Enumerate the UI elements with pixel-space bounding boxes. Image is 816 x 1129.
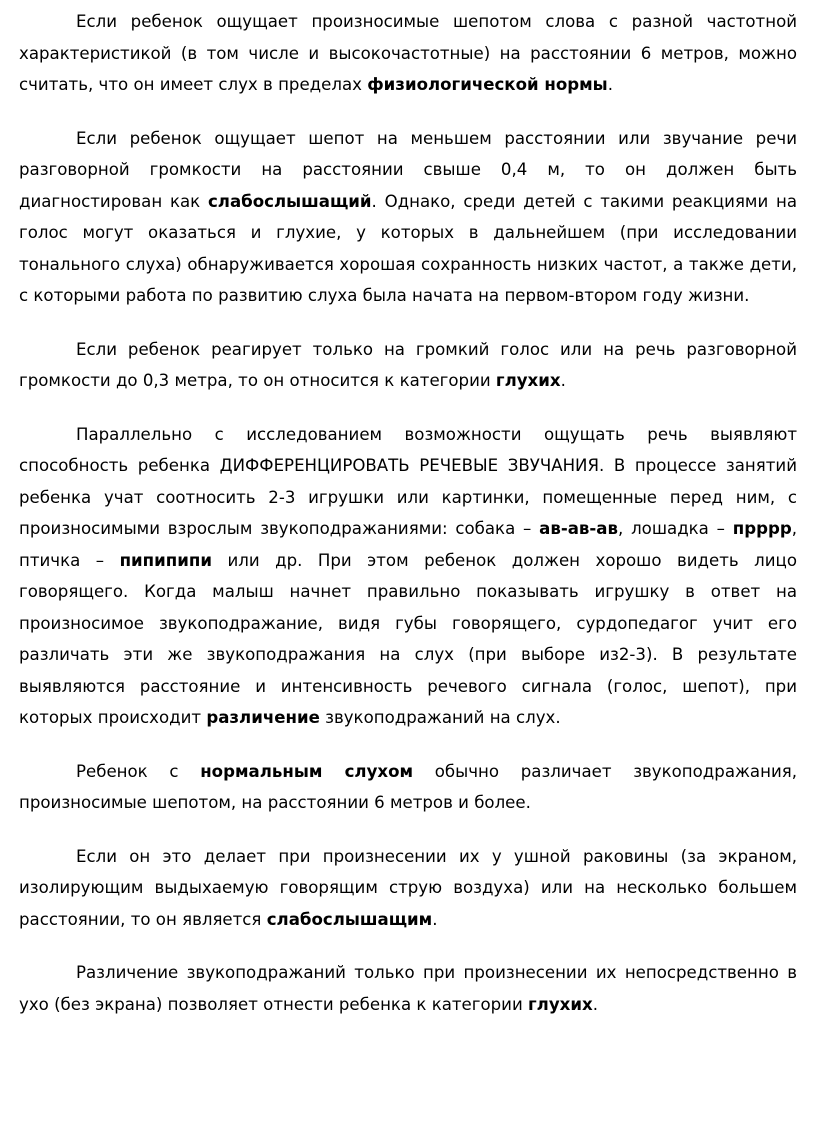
- bold-term: различение: [206, 708, 320, 727]
- paragraph-norm: [19, 6, 797, 101]
- paragraph-differentiation: [19, 419, 797, 734]
- paragraph-text: Если ребенок ощущает шепот на меньшем расстоянии или звучание речи разговорной громкости на расстоянии свыше 0,4 м, то он должен быть диагностирован как: [19, 128, 797, 211]
- paragraph-text: Если ребенок ощущает произносимые шепотом слова с разной частотной характеристикой (в том числе и высокочастотные) на расстоянии 6 метров, можно считать, что он имеет слух в пределах: [19, 12, 797, 94]
- bold-term: физиологической нормы: [367, 75, 608, 94]
- paragraph-text: Если ребенок реагирует только на громкий голос или на речь разговорной громкости до 0,3 метра, то он относится к категории: [19, 339, 797, 390]
- paragraph-text: или др. При этом ребенок должен хорошо видеть лицо говорящего. Когда малыш начнет правильно показывать игрушку в ответ на произносимое звукоподражание, видя губы говорящего, сурдопедагог учит его различать эти же звукоподражания на слух (при выборе из2-3). В результате выявляются расстояние и интенсивность речевого сигнала (голос, шепот), при которых происходит: [19, 550, 797, 727]
- bold-term: пипипипи: [119, 550, 212, 570]
- paragraph-text: .: [432, 909, 438, 929]
- paragraph-text: , лошадка –: [618, 519, 733, 538]
- paragraph-text: обычно различает звукоподражания, произносимые шепотом, на расстоянии 6 метров и более.: [19, 761, 797, 812]
- bold-term: глухих: [528, 994, 593, 1014]
- paragraph-in-ear: [19, 957, 797, 1020]
- paragraph-text: .: [560, 371, 566, 390]
- paragraph-text: Различение звукоподражаний только при произнесении их непосредственно в ухо (без экрана) позволяет отнести ребенка к категории: [19, 963, 797, 1014]
- paragraph-text: .: [607, 75, 613, 94]
- paragraph-text: . Однако, среди детей с такими реакциями на голос могут оказаться и глухие, у которых в дальнейшем (при исследовании тонального слуха) обнаруживается хорошая сохранность низких частот, а также дети, с которыми работа по развитию слуха была начата на первом-втором году жизни.: [19, 191, 798, 305]
- bold-term: ав-ав-ав: [539, 519, 619, 538]
- bold-term: глухих: [495, 371, 561, 390]
- paragraph-text: звукоподражаний на слух.: [319, 708, 561, 727]
- bold-term: нормальным слухом: [200, 761, 414, 781]
- paragraph-text: , птичка –: [19, 519, 797, 570]
- paragraph-text: Если он это делает при произнесении их у ушной раковины (за экраном, изолирующим выдыхаемую говорящим струю воздуха) или на несколько большем расстоянии, то он является: [19, 846, 797, 929]
- paragraph-deaf: [19, 334, 797, 397]
- bold-term: пррpр: [732, 519, 792, 538]
- bold-term: слабослышащим: [266, 909, 433, 929]
- paragraph-text: Ребенок с: [76, 761, 201, 781]
- paragraph-screen: [19, 841, 797, 936]
- paragraph-hard-of-hearing: [19, 123, 797, 312]
- paragraph-text: .: [592, 994, 598, 1014]
- document-body: [19, 6, 797, 1020]
- bold-term: слабослышащий: [207, 191, 372, 211]
- paragraph-text: Параллельно с исследованием возможности ощущать речь выявляют способность ребенка ДИФФЕРЕНЦИРОВАТЬ РЕЧЕВЫЕ ЗВУЧАНИЯ. В процессе занятий ребенка учат соотносить 2-3 игрушки или картинки, помещенные перед ним, с произносимыми взрослым звукоподражаниями: собака –: [19, 424, 797, 538]
- paragraph-normal-hearing: [19, 756, 797, 819]
